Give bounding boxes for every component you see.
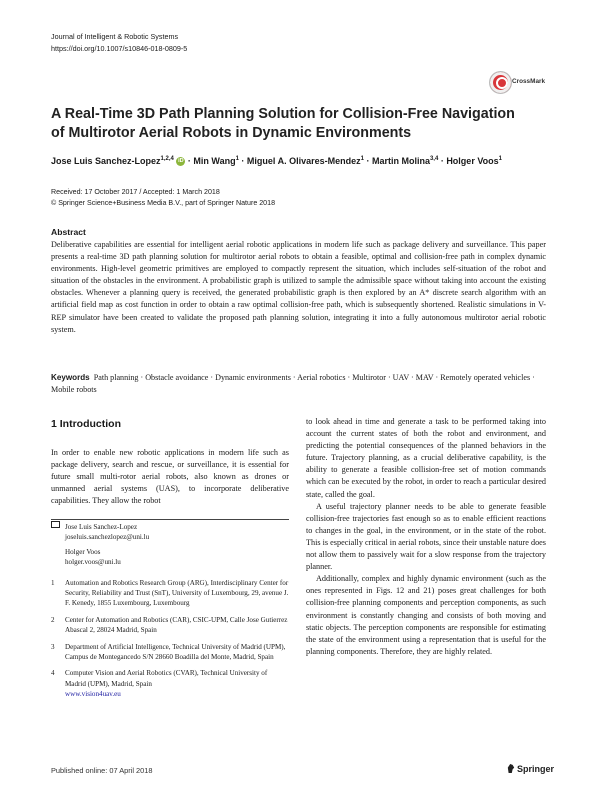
contact-email[interactable]: joseluis.sanchezlopez@uni.lu	[65, 533, 150, 542]
author-list: Jose Luis Sanchez-Lopez$^{1,2,4}$ iD · Min Wang$^1$ · Miguel A. Olivares-Mendez$^1$ · Martin Molina$^{3,4}$ · Holger Voos$^1$	[51, 156, 502, 166]
author-affil: 1	[360, 156, 364, 162]
section-heading-introduction: 1 Introduction	[51, 418, 121, 430]
author-affil: 1	[498, 156, 502, 162]
doi-link[interactable]: https://doi.org/10.1007/s10846-018-0809-5	[51, 44, 188, 53]
footnote-divider	[51, 519, 289, 520]
publisher-name: Springer	[517, 764, 555, 774]
affiliation-text: Center for Automation and Robotics (CAR), CSIC-UPM, Calle Jose Gutierrez Abascal 2, 28024 Madrid, Spain	[65, 615, 288, 635]
received-accepted: Received: 17 October 2017 / Accepted: 1 March 2018	[51, 188, 220, 196]
intro-right-column	[306, 416, 546, 658]
published-online: Published online: 07 April 2018	[51, 766, 153, 775]
contact-name: Holger Voos	[65, 547, 101, 556]
affiliation	[51, 642, 289, 663]
crossmark-label: CrossMark	[512, 78, 546, 85]
keywords-text: Path planning · Obstacle avoidance · Dynamic environments · Aerial robotics · Multirotor · UAV · MAV · Remotely operated vehicles · Mobile robots	[51, 373, 535, 394]
author-affil: 1	[235, 156, 239, 162]
envelope-icon	[51, 521, 60, 528]
abstract-text: Deliberative capabilities are essential for intelligent aerial robotic applications in modern life such as package delivery and surveillance. This paper presents a real-time 3D path planning solution for multirotor aerial robots to obtain a feasible, optimal and collision-free path in complex dynamic environments. High-level geometric primitives are employed to compactly represent the situation, which includes self-situation of the robot and situation of the obstacles in the environment. A probabilistic graph is utilized to sample the admissible space without taking into account the existing obstacles. Whenever a planning query is received, the generated probabilistic graph is then explored by an A* discrete search algorithm with an artificial field map as cost function in order to obtain a raw optimal collision-free path, which is subsequently shortened. Realistic simulations in V-REP simulator have been created to validate the proposed path planning solution, integrating it into a fully autonomous multirotor aerial robotic system.	[51, 240, 546, 334]
intro-paragraph: Additionally, complex and highly dynamic environment (such as the ones represented in Figs. 12 and 21) poses great challenges for both collision-free planning components and perception components, as such environment is constantly changing and consists of both moving and static objects. The perception components are responsible for estimating the state of the environment using a representation that is useful for the planning components. Therefore, they are highly related.	[306, 574, 546, 656]
contact-name: Jose Luis Sanchez-Lopez	[65, 523, 138, 531]
crossmark-icon	[489, 71, 512, 94]
affiliation	[51, 578, 289, 609]
abstract-heading: Abstract	[51, 227, 86, 237]
contact-email[interactable]: holger.voos@uni.lu	[65, 558, 121, 567]
affiliation-number: 1	[51, 578, 55, 587]
footnotes	[51, 522, 289, 706]
author-name[interactable]: Min Wang	[193, 156, 236, 166]
author-affil: 1,2,4	[160, 156, 174, 162]
keywords-heading: Keywords	[51, 373, 90, 382]
author-affil: 3,4	[429, 156, 439, 162]
paper-title: A Real-Time 3D Path Planning Solution for Collision-Free Navigation of Multirotor Aerial Robots in Dynamic Environments	[51, 106, 515, 141]
author-name[interactable]: Holger Voos	[446, 156, 499, 166]
copyright-line: © Springer Science+Business Media B.V., part of Springer Nature 2018	[51, 198, 276, 207]
author-name[interactable]: Martin Molina	[371, 156, 430, 166]
publisher-logo	[507, 764, 554, 774]
affiliation-text: Department of Artificial Intelligence, Technical University of Madrid (UPM), Campus de Montegancedo S/N 28660 Boadilla del Monte, Madrid, Spain	[65, 642, 286, 662]
affiliation-number: 3	[51, 642, 55, 651]
journal-header	[51, 31, 187, 55]
publication-dates	[51, 187, 275, 208]
intro-left-column: In order to enable new robotic applications in modern life such as package delivery, search and rescue, or surveillance, it is essential for future small multi-rotor aerial robots, also known as drones or unmanned aerial systems (UAS), to incorporate deliberative capabilities. They allow the robot	[51, 448, 289, 506]
affiliation-number: 4	[51, 669, 55, 678]
intro-paragraph: to look ahead in time and generate a task to be performed taking into account the current states of both the robot and environment, and predicting the potential consequences of the planned behaviors in the future. Trajectory planning, as a crucial deliberative capability, is the ability to generate a feasible collision-free set of motion commands which can be executed by the robot, in order to reach a particular desired state, called the goal.	[306, 417, 546, 499]
orcid-icon[interactable]: iD	[178, 158, 184, 165]
affiliation-text: Computer Vision and Aerial Robotics (CVAR), Technical University of Madrid (UPM), Madrid, Spain	[65, 669, 268, 688]
affiliation	[51, 668, 289, 699]
journal-name: Journal of Intelligent & Robotic Systems	[51, 32, 179, 41]
keywords-block	[51, 372, 546, 396]
corresponding-authors	[51, 522, 289, 568]
crossmark-badge[interactable]	[489, 71, 547, 95]
intro-paragraph: A useful trajectory planner needs to be able to generate feasible collision-free trajectories fast enough so as to enable efficient reactions to changes in the goal, in the environment, or in the state of the robot. This is especially critical in aerial robots, since their unstable nature does not allow them to passively wait for a slow response from the trajectory planner.	[306, 501, 546, 572]
affiliation	[51, 615, 289, 636]
author-name[interactable]: Jose Luis Sanchez-Lopez	[51, 156, 161, 166]
affiliation-text: Automation and Robotics Research Group (ARG), Interdisciplinary Center for Security, Reliability and Trust (SnT), University of Luxembourg, 29, avenue J. F. Kenedy, 1855 Luxembourg, Luxembourg	[65, 578, 289, 608]
springer-horse-icon	[507, 764, 515, 773]
affiliation-number: 2	[51, 615, 55, 624]
author-name[interactable]: Miguel A. Olivares-Mendez	[246, 156, 361, 166]
affiliation-link[interactable]: www.vision4uav.eu	[65, 690, 121, 699]
